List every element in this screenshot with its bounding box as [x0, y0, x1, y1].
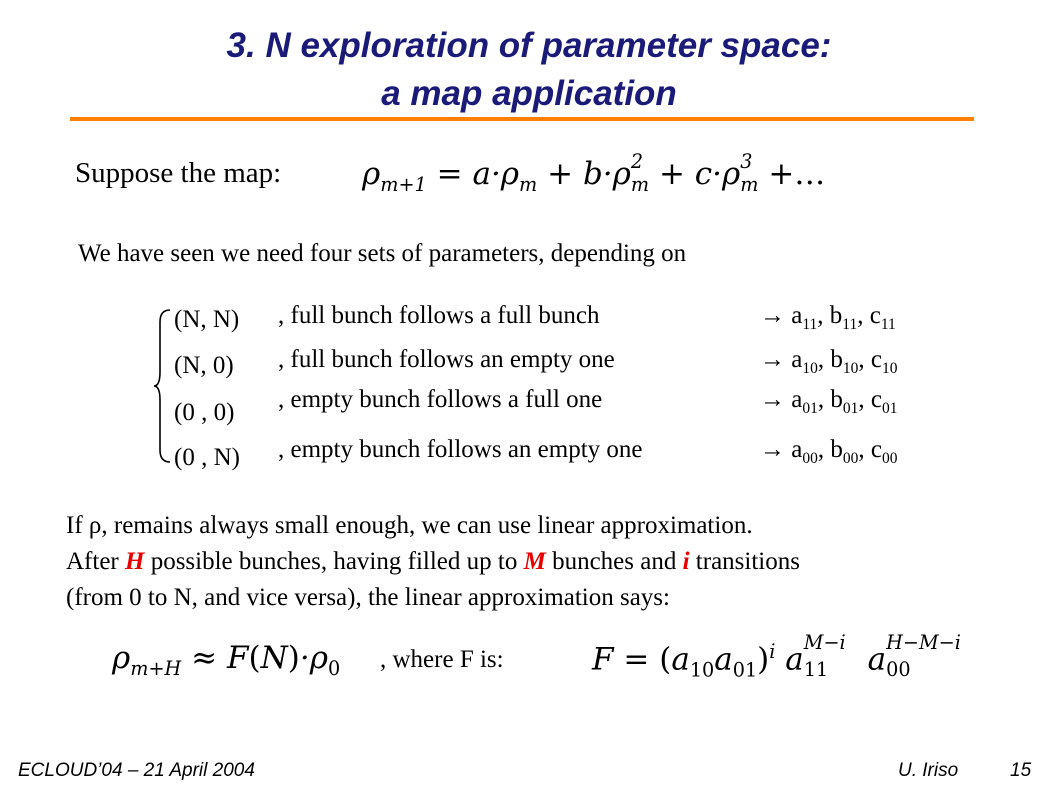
case-params-0n: → $a_{00}$, $b_{00}$, $c_{00}$ [760, 436, 898, 467]
case-desc-n0: , full bunch follows an empty one [278, 346, 615, 373]
case-pair-n0: (N, 0) [174, 352, 234, 379]
paragraph-line2: After H possible bunches, having filled up to M bunches and i transitions [66, 548, 800, 575]
case-pair-0n: (0 , N) [174, 444, 240, 471]
intro-text: Suppose the map: [75, 157, 282, 189]
where-text: , where F is: [380, 646, 504, 673]
case-desc-nn: , full bunch follows a full bunch [278, 302, 600, 329]
case-desc-0n: , empty bunch follows an empty one [278, 436, 643, 463]
four-sets-sentence: We have seen we need four sets of parameters, depending on [78, 240, 687, 267]
footer-author: U. Iriso [898, 760, 959, 781]
map-equation: $\rho_{m+1} = a\cdot\rho_m + b\cdot\rho_m$ 2 + $c\cdot\rho_m$ 3 +… [362, 150, 826, 197]
left-brace [152, 308, 172, 464]
arrow-icon: → [760, 386, 785, 413]
arrow-icon: → [760, 436, 785, 463]
case-pair-nn: (N, N) [174, 306, 240, 333]
highlight-i: i [682, 548, 690, 575]
case-params-nn: → $a_{11}$, $b_{11}$, $c_{11}$ [760, 302, 896, 333]
arrow-icon: → [760, 346, 785, 373]
footer-conference: ECLOUD’04 – 21 April 2004 [18, 760, 255, 781]
case-params-00: → $a_{01}$, $b_{01}$, $c_{01}$ [760, 386, 898, 417]
linear-approx-equation: $\rho_{m+H} \approx F(N)\cdot\rho_0$ [112, 640, 341, 681]
slide-title-line1: 3. N exploration of parameter space: [226, 26, 832, 65]
paragraph-line3: (from 0 to N, and vice versa), the linear approximation says: [66, 584, 670, 611]
highlight-m: M [523, 548, 546, 575]
highlight-h: H [125, 548, 145, 575]
case-pair-00: (0 , 0) [174, 399, 235, 426]
title-underline [70, 117, 974, 121]
arrow-icon: → [760, 302, 785, 329]
footer-page-number: 15 [1010, 760, 1032, 781]
slide-title-line2: a map application [381, 74, 677, 113]
paragraph-line1: If ρ, remains always small enough, we can use linear approximation. [66, 512, 753, 539]
case-params-n0: → $a_{10}$, $b_{10}$, $c_{10}$ [760, 346, 898, 377]
f-definition-equation: $F = (a_{10}a_{01})^i$ $a_{11}$ M−i $a_{00}$ H−M−i [592, 631, 961, 682]
case-desc-00: , empty bunch follows a full one [278, 386, 603, 413]
